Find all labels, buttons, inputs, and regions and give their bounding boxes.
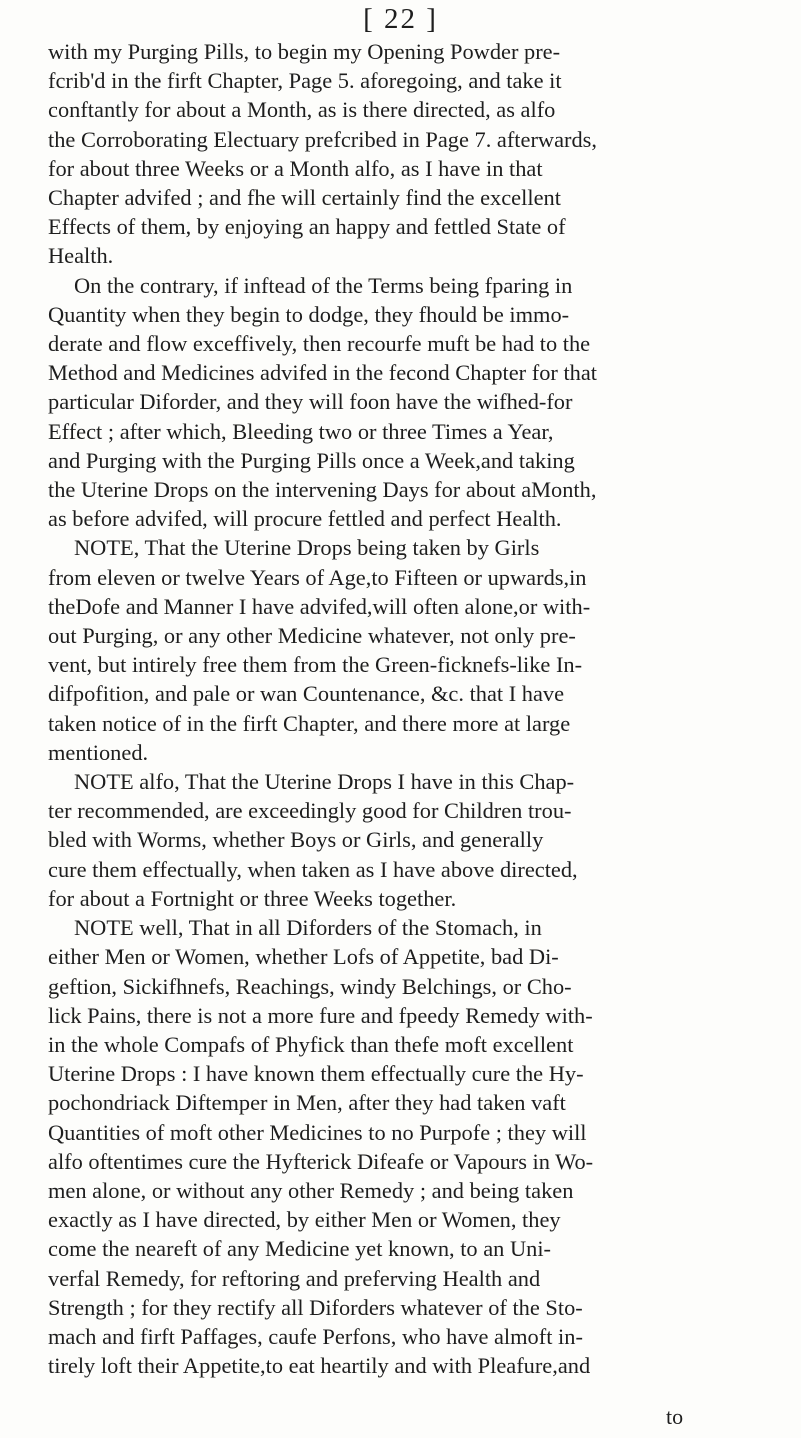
text-line: come the neareft of any Medicine yet known, to an Uni- [48, 1236, 551, 1262]
text-line: Quantities of moft other Medicines to no Purpofe ; they will [48, 1119, 587, 1145]
text-line: and Purging with the Purging Pills once a Week,and taking [48, 447, 575, 473]
body-text [48, 37, 763, 1380]
paragraph-2 [48, 271, 763, 534]
text-line: bled with Worms, whether Boys or Girls, and generally [48, 827, 544, 853]
text-line: Uterine Drops : I have known them effectually cure the Hy- [48, 1061, 584, 1087]
text-line: tirely loft their Appetite,to eat heartily and with Pleafure,and [48, 1353, 591, 1379]
text-line: mach and firft Paffages, caufe Perfons, who have almoft in- [48, 1323, 583, 1349]
text-line: fcrib'd in the firft Chapter, Page 5. aforegoing, and take it [48, 68, 562, 94]
text-line: either Men or Women, whether Lofs of Appetite, bad Di- [48, 944, 559, 970]
text-line: vent, but intirely free them from the Green-ficknefs-like In- [48, 652, 583, 678]
text-line: alfo oftentimes cure the Hyfterick Difeafe or Vapours in Wo- [48, 1148, 594, 1174]
text-line: taken notice of in the firft Chapter, and there more at large [48, 710, 571, 736]
text-line: cure them effectually, when taken as I have above directed, [48, 856, 578, 882]
paragraph-5 [48, 913, 763, 1380]
text-line: Method and Medicines advifed in the fecond Chapter for that [48, 360, 598, 386]
paragraph-3 [48, 533, 763, 767]
text-line: out Purging, or any other Medicine whatever, not only pre- [48, 623, 576, 649]
text-line: Effects of them, by enjoying an happy and fettled State of [48, 214, 566, 240]
text-line: ter recommended, are exceedingly good for Children trou- [48, 798, 572, 824]
text-line: Health. [48, 243, 114, 269]
text-line: with my Purging Pills, to begin my Opening Powder pre- [48, 39, 561, 64]
paragraph-1 [48, 37, 763, 271]
text-line: as before advifed, will procure fettled and perfect Health. [48, 506, 562, 532]
page-number: [ 22 ] [363, 3, 438, 35]
text-line: NOTE alfo, That the Uterine Drops I have in this Chap- [74, 769, 575, 795]
text-line: derate and flow exceffively, then recourfe muft be had to the [48, 331, 591, 357]
text-line: verfal Remedy, for reftoring and preferving Health and [48, 1265, 541, 1291]
text-line: for about a Fortnight or three Weeks together. [48, 885, 457, 911]
text-line: NOTE well, That in all Diforders of the Stomach, in [74, 915, 542, 941]
text-line: mentioned. [48, 739, 149, 765]
text-line: On the contrary, if inftead of the Terms being fparing in [74, 272, 573, 298]
text-line: for about three Weeks or a Month alfo, as I have in that [48, 155, 543, 181]
text-line: theDofe and Manner I have advifed,will often alone,or with- [48, 593, 591, 619]
text-line: in the whole Compafs of Phyfick than thefe moft excellent [48, 1031, 574, 1057]
text-line: men alone, or without any other Remedy ; and being taken [48, 1177, 574, 1203]
text-line: difpofition, and pale or wan Countenance, &c. that I have [48, 681, 565, 707]
text-line: NOTE, That the Uterine Drops being taken by Girls [74, 535, 540, 561]
text-line: Quantity when they begin to dodge, they fhould be immo- [48, 301, 570, 327]
text-line: the Corroborating Electuary prefcribed in Page 7. afterwards, [48, 126, 597, 152]
text-line: geftion, Sickifhnefs, Reachings, windy Belchings, or Cho- [48, 973, 572, 999]
text-line: particular Diforder, and they will foon have the wifhed-for [48, 389, 573, 415]
text-line: Chapter advifed ; and fhe will certainly find the excellent [48, 185, 561, 211]
text-line: pochondriack Diftemper in Men, after they had taken vaft [48, 1090, 566, 1116]
paragraph-4 [48, 767, 763, 913]
text-line: Effect ; after which, Bleeding two or three Times a Year, [48, 418, 554, 444]
text-line: exactly as I have directed, by either Men or Women, they [48, 1207, 561, 1233]
text-line: Strength ; for they rectify all Diforders whatever of the Sto- [48, 1294, 583, 1320]
text-line: from eleven or twelve Years of Age,to Fifteen or upwards,in [48, 564, 587, 590]
text-line: lick Pains, there is not a more fure and fpeedy Remedy with- [48, 1002, 593, 1028]
text-line: the Uterine Drops on the intervening Days for about aMonth, [48, 477, 597, 503]
text-line: conftantly for about a Month, as is there directed, as alfo [48, 97, 556, 123]
catchword: to [666, 1404, 684, 1429]
